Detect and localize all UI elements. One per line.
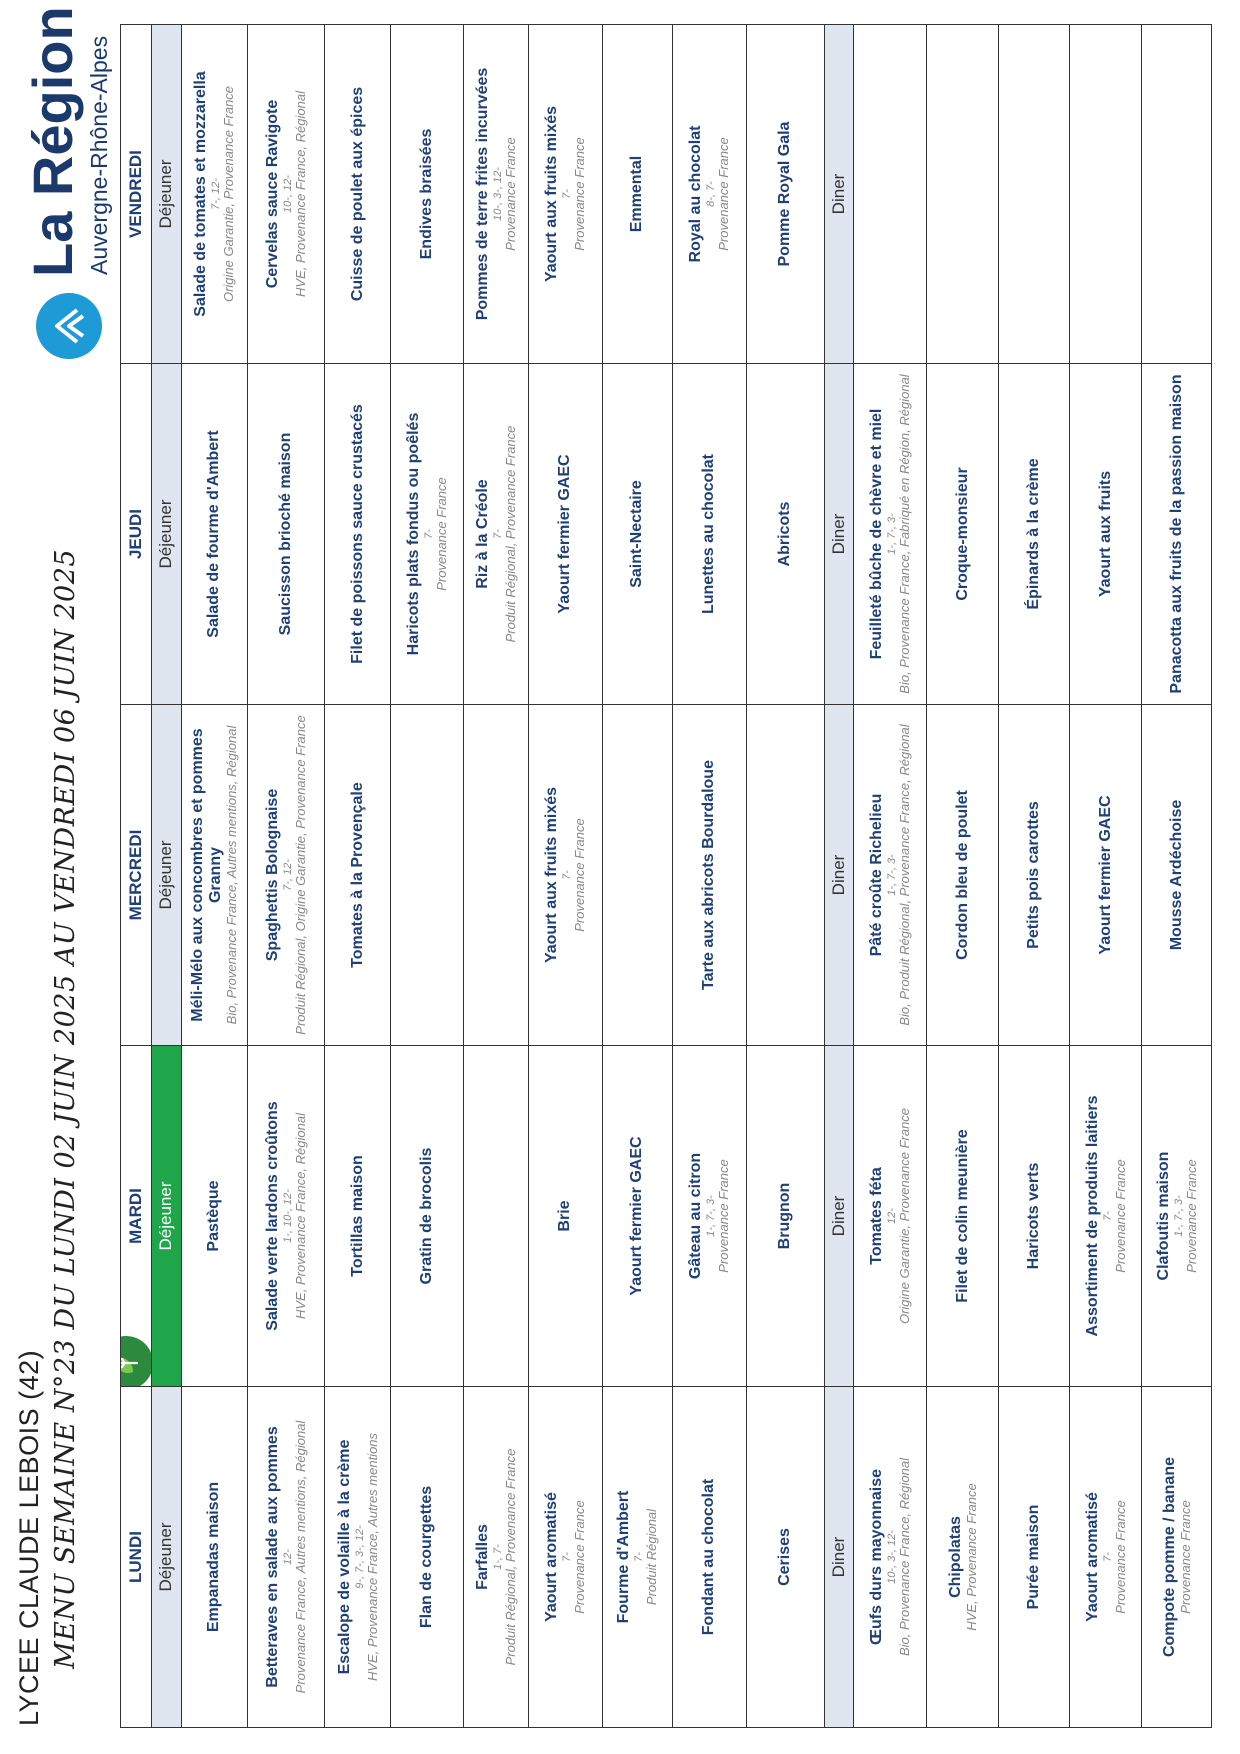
menu-cell [603, 705, 673, 1046]
menu-cell [1142, 1387, 1212, 1728]
dish-name: Brugnon [776, 1182, 794, 1250]
quality-labels: Origine Garantie, Provenance France [221, 85, 237, 303]
menu-cell [603, 25, 673, 364]
quality-labels: Provenance France [572, 137, 588, 251]
allergen-codes: 12- [886, 1208, 899, 1224]
dish-name: Tomates à la Provençale [348, 782, 366, 968]
menu-cell [325, 1046, 390, 1387]
allergen-codes: 7- [561, 870, 574, 880]
dish-name: Fondant au chocolat [700, 1478, 718, 1636]
menu-cell [999, 1046, 1070, 1387]
menu-cell [927, 705, 999, 1046]
menu-cell [463, 1387, 528, 1728]
dish-name: Lunettes au chocolat [700, 453, 718, 615]
quality-labels: Produit Régional [644, 1508, 660, 1606]
quality-labels: Produit Régional, Provenance France [502, 425, 518, 643]
allergen-codes: 7- [633, 1552, 646, 1562]
menu-cell [999, 1387, 1070, 1728]
menu-cell [672, 364, 746, 705]
allergen-codes: 7- [491, 529, 504, 539]
day-name: VENDREDI [125, 150, 145, 238]
allergen-codes: 1-, 7-, 3- [886, 513, 899, 555]
allergen-codes: 1-, 10-, 12- [282, 1189, 295, 1243]
day-header-4 [121, 25, 152, 364]
menu-cell [999, 364, 1070, 705]
quality-labels: Provenance France [716, 137, 732, 251]
menu-cell [927, 25, 999, 364]
day-name: JEUDI [125, 508, 145, 560]
dish-name: Yaourt fermier GAEC [556, 454, 574, 614]
menu-cell [463, 364, 528, 705]
dish-name: Endives braisées [417, 128, 435, 260]
allergen-codes: 1-, 7-, 3- [705, 1195, 718, 1237]
menu-cell [1070, 25, 1142, 364]
menu-cell [1142, 1046, 1212, 1387]
dish-name: Tomates féta [868, 1167, 886, 1265]
menu-cell [746, 705, 824, 1046]
menu-cell [672, 705, 746, 1046]
menu-cell [247, 705, 325, 1046]
menu-cell [927, 1046, 999, 1387]
menu-cell [672, 1046, 746, 1387]
menu-cell [247, 364, 325, 705]
allergen-codes: 1-, 7-, 3- [1172, 1195, 1185, 1237]
dish-name: Purée maison [1025, 1504, 1043, 1610]
allergen-codes: 7- [561, 1552, 574, 1562]
dish-name: Salade de fourme d'Ambert [205, 430, 223, 638]
meal-header-0-1: Diner [824, 1387, 854, 1728]
quality-labels: Provenance France [572, 1500, 588, 1614]
meal-header-1-0: Déjeuner [151, 1046, 181, 1387]
quality-labels: Origine Garantie, Provenance France [897, 1107, 913, 1325]
meal-header-3-1: Diner [824, 364, 854, 705]
dish-name: Betteraves en salade aux pommes [264, 1426, 282, 1688]
menu-cell [927, 1387, 999, 1728]
menu-cell [181, 1387, 247, 1728]
menu-cell [1142, 364, 1212, 705]
menu-cell [1070, 1387, 1142, 1728]
dish-name: Mousse Ardéchoise [1167, 799, 1185, 951]
dish-name: Feuilleté bûche de chèvre et miel [868, 408, 886, 660]
dish-name: Pommes de terre frites incurvées [473, 67, 491, 321]
menu-cell [390, 25, 463, 364]
meal-header-3-0: Déjeuner [151, 364, 181, 705]
dish-name: Fourme d'Ambert [615, 1490, 633, 1624]
dish-name: Tortillas maison [348, 1155, 366, 1277]
menu-cell [1070, 1046, 1142, 1387]
menu-cell [1142, 705, 1212, 1046]
quality-labels: HVE, Provenance France, Autres mentions [364, 1432, 380, 1682]
quality-labels: Bio, Provenance France, Fabriqué en Région, Régional [897, 374, 913, 694]
dish-name: Pomme Royal Gala [776, 121, 794, 267]
dish-name: Abricots [776, 501, 794, 567]
allergen-codes: 10-, 3-, 12- [491, 167, 504, 221]
menu-cell [325, 705, 390, 1046]
menu-cell [463, 1046, 528, 1387]
dish-name: Flan de courgettes [417, 1485, 435, 1629]
day-header-2 [121, 705, 152, 1046]
menu-cell [854, 25, 927, 364]
quality-labels: Produit Régional, Origine Garantie, Provenance France [293, 715, 309, 1035]
dish-name: Saucisson brioché maison [277, 432, 295, 636]
dish-name: Emmental [628, 155, 646, 233]
quality-labels: Provenance France [1112, 1159, 1128, 1273]
dish-name: Royal au chocolat [687, 125, 705, 263]
dish-name: Tarte aux abricots Bourdaloue [700, 760, 718, 990]
dish-name: Spaghettis Bolognaise [264, 788, 282, 962]
allergen-codes: 1-, 7- [491, 1544, 504, 1570]
dish-name: Escalope de volaille à la crème [335, 1439, 353, 1675]
dish-name: Gratin de brocolis [417, 1147, 435, 1285]
menu-cell [746, 1387, 824, 1728]
fork-leaf-icon [121, 1336, 152, 1387]
day-name: MARDI [125, 1188, 145, 1244]
menu-cell [528, 705, 602, 1046]
dish-name: Cordon bleu de poulet [953, 790, 971, 960]
quality-labels: Produit Régional, Provenance France [502, 1448, 518, 1666]
dish-name: Pâté croûte Richelieu [868, 793, 886, 957]
menu-cell [672, 1387, 746, 1728]
meal-header-4-0: Déjeuner [151, 25, 181, 364]
menu-cell [603, 1046, 673, 1387]
menu-title: MENU SEMAINE N°23 DU LUNDI 02 JUIN 2025 AU VENDREDI 06 JUIN 2025 [50, 548, 81, 1669]
menu-cell [746, 25, 824, 364]
day-name: MERCREDI [125, 829, 145, 921]
quality-labels: HVE, Provenance France, Régional [293, 91, 309, 297]
menu-cell [603, 1387, 673, 1728]
dish-name: Riz à la Créole [473, 479, 491, 589]
menu-cell [854, 705, 927, 1046]
menu-cell [672, 25, 746, 364]
dish-name: Panacotta aux fruits de la passion maison [1167, 374, 1185, 694]
menu-cell [463, 705, 528, 1046]
dish-name: Œufs durs mayonnaise [868, 1468, 886, 1646]
menu-cell [528, 364, 602, 705]
menu-cell [746, 364, 824, 705]
dish-name: Yaourt aux fruits mixés [543, 105, 561, 283]
quality-labels: Provenance France [502, 137, 518, 251]
dish-name: Yaourt fermier GAEC [1096, 795, 1114, 955]
menu-cell [325, 1387, 390, 1728]
allergen-codes: 7-, 12- [282, 859, 295, 891]
dish-name: Compote pomme / banane [1160, 1456, 1178, 1658]
quality-labels: Bio, Provenance France, Régional [897, 1458, 913, 1657]
dish-name: Épinards à la crème [1025, 458, 1043, 610]
menu-cell [390, 1387, 463, 1728]
quality-labels: Provenance France [716, 1159, 732, 1273]
menu-cell [181, 705, 247, 1046]
school-name: LYCEE CLAUDE LEBOIS (42) [14, 1349, 44, 1726]
region-logo-icon [36, 293, 102, 359]
allergen-codes: 8-, 7- [705, 181, 718, 207]
allergen-codes: 10-, 12- [282, 175, 295, 213]
allergen-codes: 1-, 7-, 3- [886, 854, 899, 896]
menu-cell [746, 1046, 824, 1387]
menu-cell [181, 1046, 247, 1387]
day-name: LUNDI [125, 1531, 145, 1583]
menu-cell [528, 1387, 602, 1728]
menu-cell [247, 1046, 325, 1387]
allergen-codes: 10-, 3-, 12- [886, 1530, 899, 1584]
menu-cell [854, 364, 927, 705]
meal-header-4-1: Diner [824, 25, 854, 364]
dish-name: Farfalles [473, 1524, 491, 1590]
menu-cell [1142, 25, 1212, 364]
dish-name: Salade de tomates et mozzarella [192, 71, 210, 317]
logo-name: La Région [21, 6, 84, 277]
menu-cell [247, 25, 325, 364]
allergen-codes: 7- [561, 189, 574, 199]
quality-labels: Provenance France [433, 477, 449, 591]
quality-labels: Provenance France, Autres mentions, Régional [293, 1420, 309, 1694]
dish-name: Cervelas sauce Ravigote [264, 99, 282, 289]
menu-cell [1070, 364, 1142, 705]
dish-name: Cerises [776, 1528, 794, 1586]
quality-labels: Provenance France [572, 818, 588, 932]
menu-cell [528, 1046, 602, 1387]
menu-cell [528, 25, 602, 364]
menu-cell [999, 705, 1070, 1046]
quality-labels: Bio, Provenance France, Autres mentions, Régional [224, 725, 240, 1025]
dish-name: Yaourt fermier GAEC [628, 1136, 646, 1296]
allergen-codes: 9-, 7-, 3-, 12- [353, 1525, 366, 1589]
dish-name: Pastèque [205, 1180, 223, 1252]
menu-cell [463, 25, 528, 364]
allergen-codes: 7-, 12- [210, 178, 223, 210]
dish-name: Assortiment de produits laitiers [1083, 1095, 1101, 1337]
dish-name: Filet de colin meunière [953, 1129, 971, 1303]
allergen-codes: 7- [1101, 1552, 1114, 1562]
dish-name: Yaourt aromatisé [543, 1492, 561, 1622]
dish-name: Haricots verts [1025, 1162, 1043, 1270]
dish-name: Clafoutis maison [1154, 1151, 1172, 1281]
allergen-codes: 7- [1101, 1211, 1114, 1221]
dish-name: Haricots plats fondus ou poêlés [404, 412, 422, 656]
logo-subtitle: Auvergne-Rhône-Alpes [86, 35, 112, 275]
dish-name: Empanadas maison [205, 1481, 223, 1633]
menu-cell [325, 25, 390, 364]
dish-name: Croque-monsieur [953, 467, 971, 601]
dish-name: Méli-Mélo aux concombres et pommes Granny [189, 728, 225, 1022]
menu-cell [603, 364, 673, 705]
allergen-codes: 7- [422, 529, 435, 539]
menu-cell [181, 364, 247, 705]
quality-labels: HVE, Provenance France [963, 1483, 979, 1631]
menu-cell [390, 705, 463, 1046]
dish-name: Cuisse de poulet aux épices [348, 86, 366, 302]
quality-labels: Provenance France [1112, 1500, 1128, 1614]
dish-name: Yaourt aromatisé [1083, 1492, 1101, 1622]
menu-cell [854, 1387, 927, 1728]
menu-cell [247, 1387, 325, 1728]
region-logo [21, 6, 114, 359]
dish-name: Saint-Nectaire [628, 480, 646, 588]
quality-labels: Provenance France [1183, 1159, 1199, 1273]
dish-name: Salade verte lardons croûtons [264, 1101, 282, 1331]
dish-name: Brie [556, 1200, 574, 1232]
menu-cell [390, 1046, 463, 1387]
menu-cell [1070, 705, 1142, 1046]
dish-name: Gâteau au citron [687, 1152, 705, 1280]
dish-name: Yaourt aux fruits mixés [543, 786, 561, 964]
meal-header-2-1: Diner [824, 705, 854, 1046]
menu-cell [390, 364, 463, 705]
day-header-0 [121, 1387, 152, 1728]
quality-labels: Bio, Produit Régional, Provenance France, Régional [897, 724, 913, 1026]
quality-labels: Provenance France [1177, 1500, 1193, 1614]
menu-cell [181, 25, 247, 364]
dish-name: Chipolatas [946, 1516, 964, 1598]
quality-labels: HVE, Provenance France, Régional [293, 1113, 309, 1319]
menu-cell [927, 364, 999, 705]
day-header-3 [121, 364, 152, 705]
meal-header-0-0: Déjeuner [151, 1387, 181, 1728]
day-header-1 [121, 1046, 152, 1387]
dish-name: Yaourt aux fruits [1096, 470, 1114, 598]
allergen-codes: 12- [282, 1549, 295, 1565]
dish-name: Filet de poissons sauce crustacés [348, 404, 366, 664]
meal-header-2-0: Déjeuner [151, 705, 181, 1046]
menu-cell [854, 1046, 927, 1387]
menu-table [120, 24, 1212, 1728]
meal-header-1-1: Diner [824, 1046, 854, 1387]
menu-cell [999, 25, 1070, 364]
dish-name: Petits pois carottes [1025, 801, 1043, 949]
menu-cell [325, 364, 390, 705]
